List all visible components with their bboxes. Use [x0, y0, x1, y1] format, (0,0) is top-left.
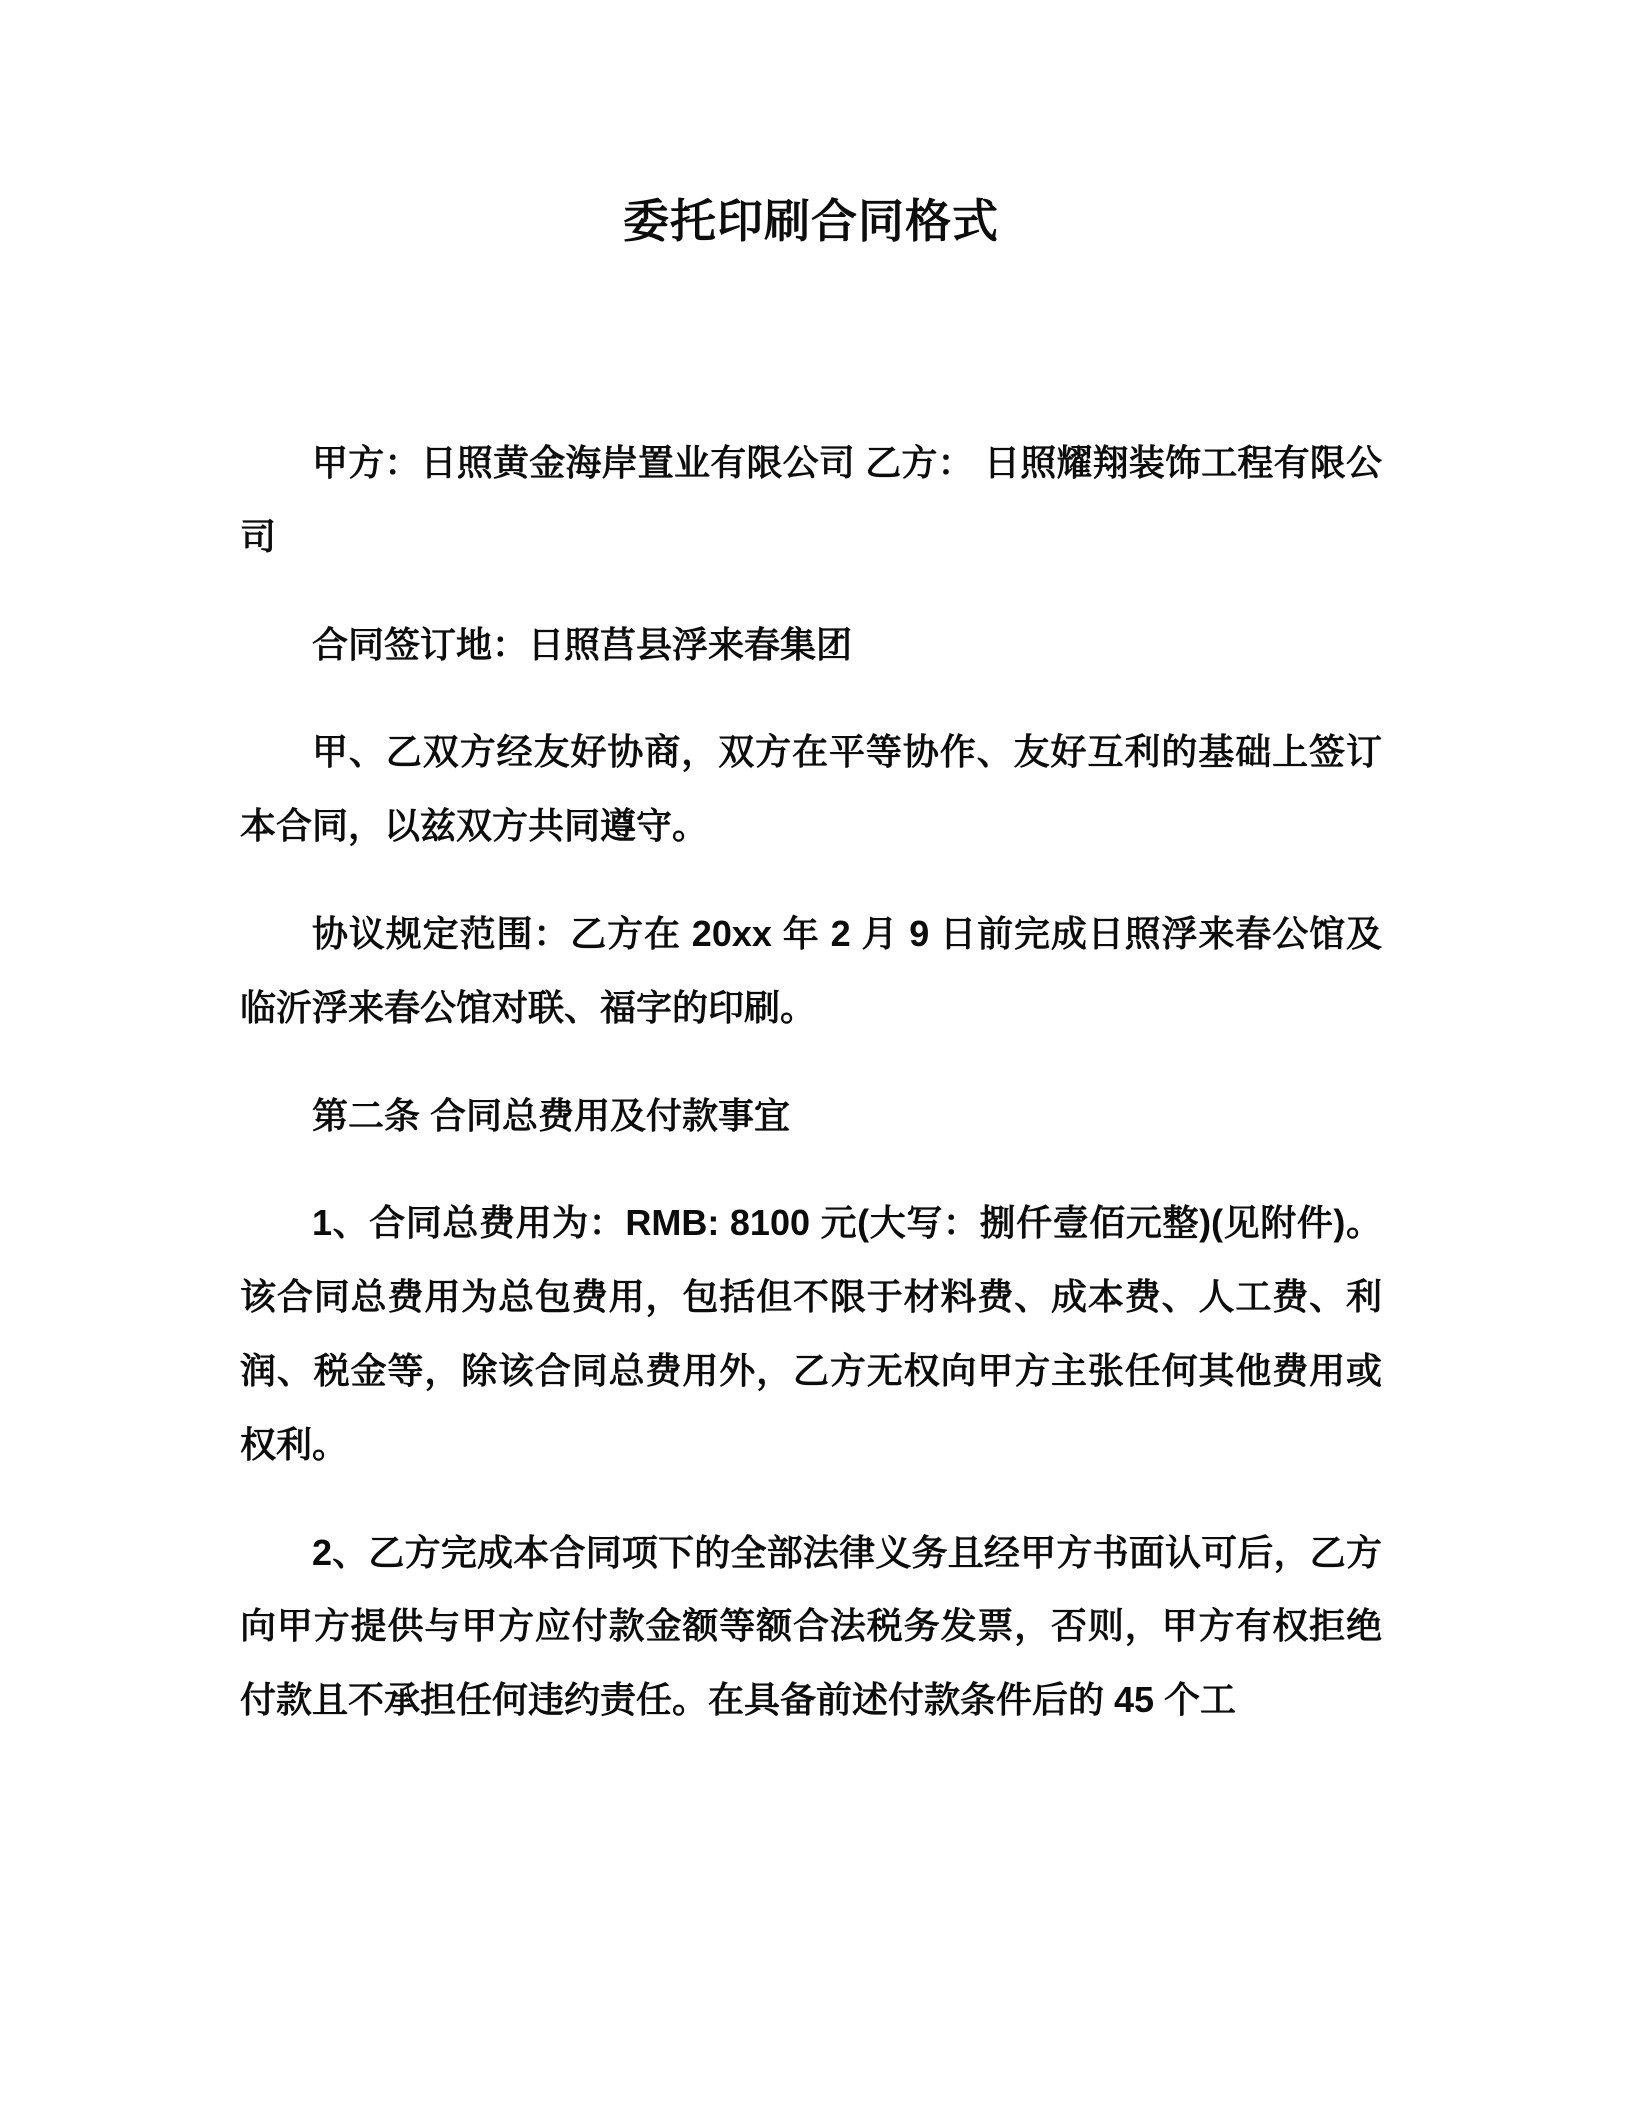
- paragraph-article-2-heading: 第二条 合同总费用及付款事宜: [312, 1094, 791, 1136]
- paragraph-payment-terms: 2、乙方完成本合同项下的全部法律义务且经甲方书面认可后，乙方向甲方提供与甲方应付款金额等额合法税务发票，否则，甲方有权拒绝付款且不承担任何违约责任。在具备前述付款条件后的 45 个工: [240, 1531, 1382, 1721]
- paragraph-preamble: 甲、乙双方经友好协商，双方在平等协作、友好互利的基础上签订本合同，以兹双方共同遵守。: [240, 731, 1382, 847]
- paragraph-total-fee: 1、合同总费用为：RMB: 8100 元(大写：捌仟壹佰元整)(见附件)。该合同总费用为总包费用，包括但不限于材料费、成本费、人工费、利润、税金等，除该合同总费用外，乙方无权向甲方主张任何其他费用或权利。: [240, 1202, 1382, 1465]
- paragraph-signing-place: 合同签订地：日照莒县浮来春集团: [312, 623, 853, 665]
- document-body: [240, 426, 1382, 1737]
- paragraph-parties: 甲方：日照黄金海岸置业有限公司 乙方： 日照耀翔装饰工程有限公司: [240, 442, 1382, 557]
- document-title: 委托印刷合同格式: [623, 195, 999, 247]
- paragraph-scope: 协议规定范围：乙方在 20xx 年 2 月 9 日前完成日照浮来春公馆及临沂浮来春公馆对联、福字的印刷。: [240, 912, 1382, 1028]
